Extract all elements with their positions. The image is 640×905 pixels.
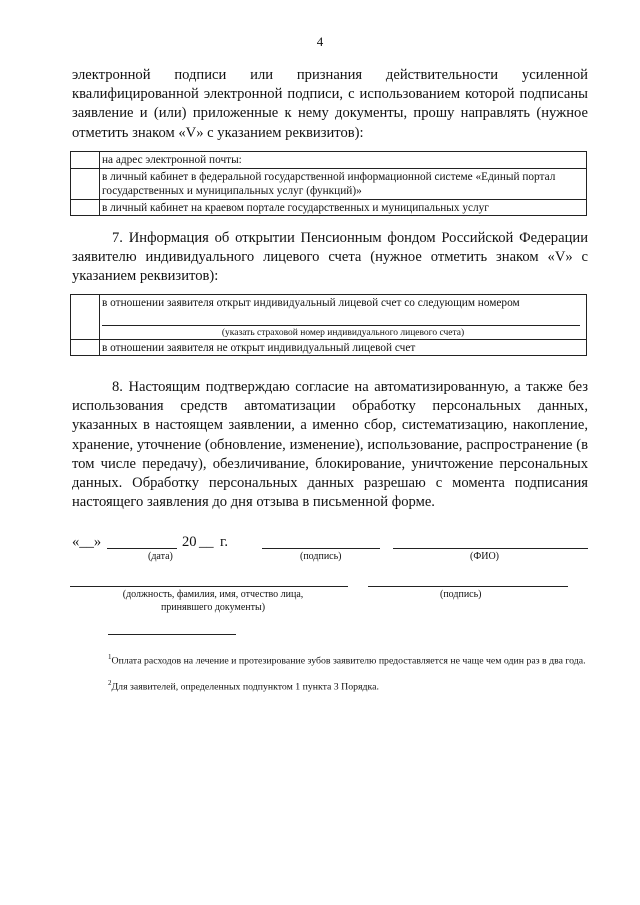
- table-row: [71, 199, 587, 216]
- page-number: 4: [316, 34, 324, 49]
- footnote-2-mark: 2: [108, 679, 112, 687]
- footnote-1-mark: 1: [108, 653, 112, 661]
- date-year-prefix: 20: [182, 534, 197, 550]
- option-regional-portal: в личный кабинет на краевом портале государственных и муниципальных услуг: [100, 199, 587, 216]
- delivery-options-table: [70, 151, 587, 216]
- footnote-2: [108, 677, 588, 693]
- checkbox-cell[interactable]: [71, 199, 100, 216]
- footnote-1: [72, 651, 588, 667]
- table-row: [71, 152, 587, 169]
- account-number-field[interactable]: [102, 311, 580, 326]
- applicant-fio-label: (ФИО): [470, 551, 500, 562]
- table-row: [71, 339, 587, 356]
- applicant-signature-label: (подпись): [300, 551, 342, 562]
- applicant-signature-line[interactable]: [262, 548, 380, 549]
- applicant-fio-line[interactable]: [393, 548, 588, 549]
- intro-paragraph: электронной подписи или признания действительности усиленной квалифицированной электронной подписи, с использованием которой подписаны заявление и (или) приложенные к нему документы, прошу направлять (нужное отметить знаком «V» с указанием реквизитов):: [72, 67, 588, 141]
- option-account-opened-label: в отношении заявителя открыт индивидуальный лицевой счет со следующим номером: [102, 297, 520, 309]
- checkbox-cell[interactable]: [71, 152, 100, 169]
- section-8-paragraph: 8. Настоящим подтверждаю согласие на автоматизированную, а также без использования средств автоматизации обработку персональных данных, указанных в настоящем заявлении, а именно сбор, систематизацию, накопление, хранение, уточнение (обновление, изменение), использование, распространение (в том числе передачу), обезличивание, блокирование, уничтожение персональных данных. Обработку персональных данных разрешаю с момента подписания настоящего заявления до дня отзыва в письменной форме.: [72, 379, 588, 511]
- footnote-separator: [108, 634, 236, 635]
- option-federal-portal: в личный кабинет в федеральной государственной информационной системе «Единый портал государственных и муниципальных услуг (функций)»: [100, 168, 587, 199]
- option-account-not-opened: в отношении заявителя не открыт индивидуальный лицевой счет: [100, 339, 587, 356]
- official-signature-line[interactable]: [368, 586, 568, 587]
- footnote-2-text: Для заявителей, определенных подпунктом 1 пункта 3 Порядка.: [111, 681, 379, 693]
- table-row: [71, 168, 587, 199]
- table-row: [71, 295, 587, 340]
- date-year-blank: __: [199, 534, 214, 550]
- checkbox-cell[interactable]: [71, 339, 100, 356]
- footnote-1-text: Оплата расходов на лечение и протезирование зубов заявителю предоставляется не чаще чем один раз в два года.: [111, 655, 586, 667]
- official-position-label: (должность, фамилия, имя, отчество лица, принявшего документы): [122, 589, 304, 613]
- checkbox-cell[interactable]: [71, 168, 100, 199]
- account-info-table: [70, 294, 587, 356]
- official-signature-label: (подпись): [440, 589, 482, 600]
- date-day-blank: «__»: [72, 534, 102, 550]
- date-label: (дата): [148, 551, 173, 562]
- date-year-suffix: г.: [220, 534, 228, 550]
- account-number-hint: (указать страховой номер индивидуального лицевого счета): [221, 327, 465, 338]
- official-position-line[interactable]: [70, 586, 348, 587]
- date-month-line[interactable]: [107, 548, 177, 549]
- option-account-opened: [100, 295, 587, 340]
- option-email: на адрес электронной почты:: [100, 152, 587, 169]
- checkbox-cell[interactable]: [71, 295, 100, 340]
- section-7-paragraph: 7. Информация об открытии Пенсионным фондом Российской Федерации заявителю индивидуального лицевого счета (нужное отметить знаком «V» с указанием реквизитов):: [72, 230, 588, 285]
